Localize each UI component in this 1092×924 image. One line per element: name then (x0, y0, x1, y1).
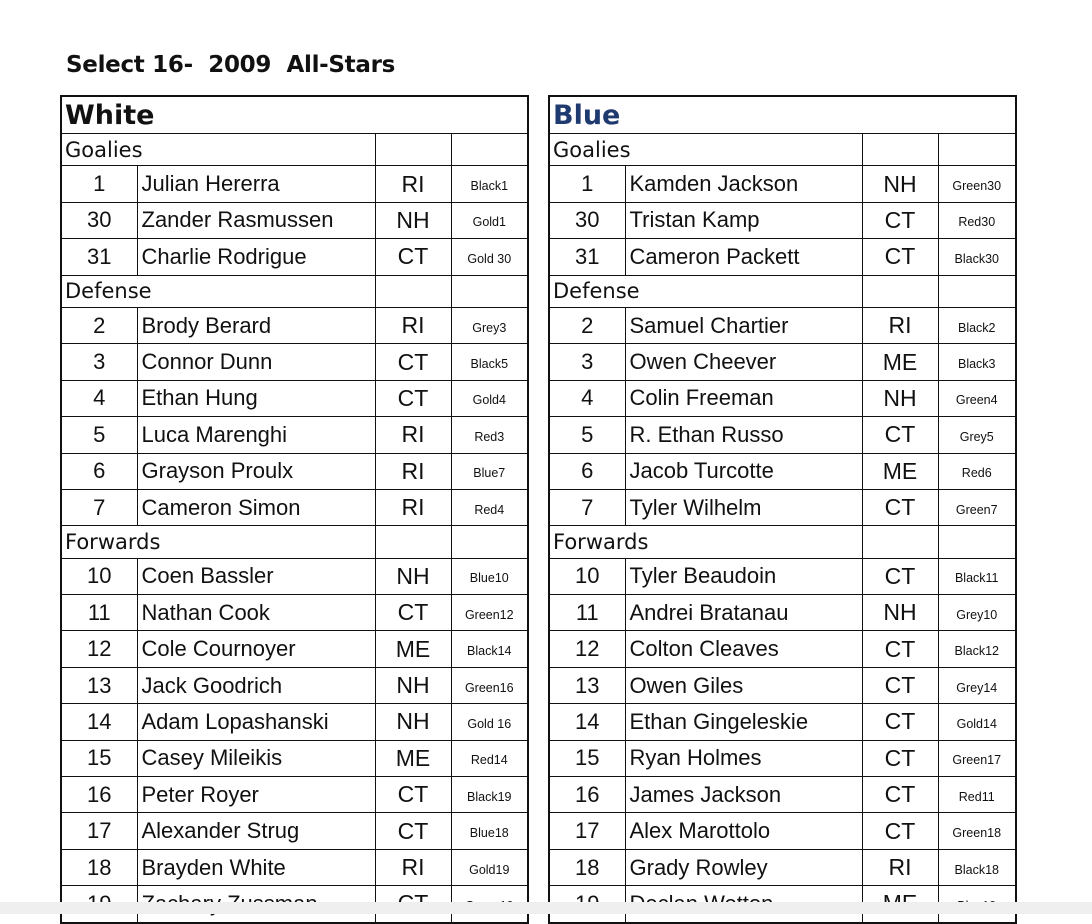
section-header-row (549, 526, 1016, 558)
jersey-number: 18 (549, 849, 625, 885)
player-state: CT (862, 813, 938, 849)
empty-cell (451, 134, 528, 166)
jersey-number: 3 (549, 344, 625, 380)
section-label: Goalies (549, 134, 862, 166)
player-state: CT (375, 344, 451, 380)
section-header-row (549, 275, 1016, 307)
player-name: Samuel Chartier (625, 307, 862, 343)
section-label: Defense (549, 275, 862, 307)
player-state: RI (375, 307, 451, 343)
jersey-number: 2 (549, 307, 625, 343)
section-header-row (549, 134, 1016, 166)
player-row (549, 307, 1016, 343)
jersey-number: 15 (61, 740, 137, 776)
player-row (61, 453, 528, 489)
player-name: Tyler Wilhelm (625, 489, 862, 525)
player-code: Gold1 (451, 202, 528, 238)
jersey-number: 31 (549, 239, 625, 275)
player-state: CT (375, 777, 451, 813)
player-name: Grayson Proulx (137, 453, 375, 489)
player-code: Grey14 (938, 667, 1016, 703)
jersey-number: 17 (61, 813, 137, 849)
player-code: Green18 (938, 813, 1016, 849)
player-state: CT (862, 558, 938, 594)
player-name: Coen Bassler (137, 558, 375, 594)
player-name: Tristan Kamp (625, 202, 862, 238)
jersey-number: 14 (549, 704, 625, 740)
player-name: Brody Berard (137, 307, 375, 343)
jersey-number: 7 (61, 489, 137, 525)
player-state: CT (375, 595, 451, 631)
player-code: Gold 30 (451, 239, 528, 275)
player-code: Black12 (938, 631, 1016, 667)
player-state: CT (862, 239, 938, 275)
player-code: Black18 (938, 849, 1016, 885)
jersey-number: 6 (61, 453, 137, 489)
player-state: ME (375, 631, 451, 667)
player-code: Red30 (938, 202, 1016, 238)
jersey-number: 3 (61, 344, 137, 380)
player-code: Gold4 (451, 380, 528, 416)
team-name: White (61, 96, 528, 134)
jersey-number: 16 (549, 777, 625, 813)
team-header-row (549, 96, 1016, 134)
player-code: Red6 (938, 453, 1016, 489)
player-code: Green17 (938, 740, 1016, 776)
player-state: RI (375, 166, 451, 202)
jersey-number: 10 (61, 558, 137, 594)
player-code: Black19 (451, 777, 528, 813)
player-state: CT (862, 667, 938, 703)
player-code: Green12 (451, 595, 528, 631)
player-row (549, 740, 1016, 776)
player-row (549, 380, 1016, 416)
player-code: Black30 (938, 239, 1016, 275)
jersey-number: 5 (549, 417, 625, 453)
section-label: Forwards (61, 526, 375, 558)
player-name: Ryan Holmes (625, 740, 862, 776)
player-name: Alexander Strug (137, 813, 375, 849)
player-row (549, 558, 1016, 594)
player-code: Black2 (938, 307, 1016, 343)
player-state: RI (375, 453, 451, 489)
player-state: CT (375, 813, 451, 849)
player-row (549, 595, 1016, 631)
player-state: CT (862, 202, 938, 238)
player-state: NH (375, 704, 451, 740)
player-state: CT (862, 631, 938, 667)
section-label: Defense (61, 275, 375, 307)
player-state: CT (862, 777, 938, 813)
player-name: Luca Marenghi (137, 417, 375, 453)
player-code: Black11 (938, 558, 1016, 594)
white-team-roster-table (60, 95, 529, 924)
player-state: CT (862, 489, 938, 525)
player-name: Jack Goodrich (137, 667, 375, 703)
player-row (61, 166, 528, 202)
jersey-number: 10 (549, 558, 625, 594)
jersey-number: 13 (61, 667, 137, 703)
player-state: NH (862, 595, 938, 631)
player-name: Casey Mileikis (137, 740, 375, 776)
player-name: Brayden White (137, 849, 375, 885)
player-code: Black14 (451, 631, 528, 667)
player-row (549, 489, 1016, 525)
jersey-number: 4 (549, 380, 625, 416)
player-code: Black3 (938, 344, 1016, 380)
player-row (549, 704, 1016, 740)
player-name: Jacob Turcotte (625, 453, 862, 489)
team-name: Blue (549, 96, 1016, 134)
player-row (61, 813, 528, 849)
player-code: Green7 (938, 489, 1016, 525)
jersey-number: 11 (549, 595, 625, 631)
empty-cell (375, 134, 451, 166)
player-row (549, 849, 1016, 885)
player-row (61, 704, 528, 740)
jersey-number: 14 (61, 704, 137, 740)
player-code: Red4 (451, 489, 528, 525)
jersey-number: 30 (61, 202, 137, 238)
jersey-number: 1 (549, 166, 625, 202)
player-state: ME (375, 740, 451, 776)
player-name: Zander Rasmussen (137, 202, 375, 238)
player-name: Julian Hererra (137, 166, 375, 202)
player-state: RI (862, 849, 938, 885)
jersey-number: 16 (61, 777, 137, 813)
player-row (61, 849, 528, 885)
empty-cell (938, 526, 1016, 558)
player-row (61, 740, 528, 776)
player-state: NH (375, 558, 451, 594)
empty-cell (375, 275, 451, 307)
player-code: Gold 16 (451, 704, 528, 740)
player-state: CT (862, 417, 938, 453)
jersey-number: 2 (61, 307, 137, 343)
empty-cell (451, 275, 528, 307)
section-header-row (61, 275, 528, 307)
player-name: Charlie Rodrigue (137, 239, 375, 275)
player-code: Green30 (938, 166, 1016, 202)
player-name: Owen Cheever (625, 344, 862, 380)
player-name: Cameron Packett (625, 239, 862, 275)
player-name: James Jackson (625, 777, 862, 813)
player-state: RI (375, 849, 451, 885)
jersey-number: 7 (549, 489, 625, 525)
player-row (61, 202, 528, 238)
player-name: Kamden Jackson (625, 166, 862, 202)
player-name: Peter Royer (137, 777, 375, 813)
player-row (61, 239, 528, 275)
player-code: Blue10 (451, 558, 528, 594)
player-code: Red14 (451, 740, 528, 776)
jersey-number: 4 (61, 380, 137, 416)
empty-cell (938, 134, 1016, 166)
empty-cell (938, 275, 1016, 307)
jersey-number: 17 (549, 813, 625, 849)
player-code: Red3 (451, 417, 528, 453)
section-label: Forwards (549, 526, 862, 558)
empty-cell (451, 526, 528, 558)
player-name: R. Ethan Russo (625, 417, 862, 453)
jersey-number: 1 (61, 166, 137, 202)
player-name: Andrei Bratanau (625, 595, 862, 631)
player-row (549, 239, 1016, 275)
player-name: Ethan Gingeleskie (625, 704, 862, 740)
player-row (549, 667, 1016, 703)
player-code: Green16 (451, 667, 528, 703)
player-code: Gold19 (451, 849, 528, 885)
player-row (61, 380, 528, 416)
player-state: ME (862, 344, 938, 380)
jersey-number: 6 (549, 453, 625, 489)
player-row (549, 453, 1016, 489)
player-name: Cameron Simon (137, 489, 375, 525)
player-row (549, 417, 1016, 453)
player-state: NH (862, 380, 938, 416)
jersey-number: 30 (549, 202, 625, 238)
jersey-number: 12 (549, 631, 625, 667)
player-code: Red11 (938, 777, 1016, 813)
player-row (549, 777, 1016, 813)
player-name: Colin Freeman (625, 380, 862, 416)
jersey-number: 31 (61, 239, 137, 275)
player-code: Blue7 (451, 453, 528, 489)
section-label: Goalies (61, 134, 375, 166)
player-state: NH (375, 202, 451, 238)
player-code: Grey10 (938, 595, 1016, 631)
jersey-number: 11 (61, 595, 137, 631)
player-state: CT (862, 704, 938, 740)
player-state: ME (862, 453, 938, 489)
jersey-number: 5 (61, 417, 137, 453)
player-name: Connor Dunn (137, 344, 375, 380)
player-state: RI (375, 417, 451, 453)
section-header-row (61, 526, 528, 558)
player-state: NH (375, 667, 451, 703)
player-row (61, 307, 528, 343)
jersey-number: 12 (61, 631, 137, 667)
player-name: Alex Marottolo (625, 813, 862, 849)
player-row (61, 631, 528, 667)
jersey-number: 13 (549, 667, 625, 703)
page-bottom-edge (0, 902, 1092, 914)
player-row (61, 417, 528, 453)
player-row (549, 202, 1016, 238)
player-row (549, 813, 1016, 849)
empty-cell (862, 275, 938, 307)
player-row (61, 595, 528, 631)
player-name: Ethan Hung (137, 380, 375, 416)
player-state: CT (375, 239, 451, 275)
player-code: Blue18 (451, 813, 528, 849)
player-name: Tyler Beaudoin (625, 558, 862, 594)
player-row (61, 558, 528, 594)
player-row (61, 489, 528, 525)
team-header-row (61, 96, 528, 134)
player-row (61, 667, 528, 703)
player-code: Black5 (451, 344, 528, 380)
player-row (61, 777, 528, 813)
player-row (549, 344, 1016, 380)
player-code: Gold14 (938, 704, 1016, 740)
section-header-row (61, 134, 528, 166)
player-state: CT (862, 740, 938, 776)
player-name: Owen Giles (625, 667, 862, 703)
player-code: Green4 (938, 380, 1016, 416)
empty-cell (375, 526, 451, 558)
jersey-number: 15 (549, 740, 625, 776)
player-row (61, 344, 528, 380)
player-row (549, 631, 1016, 667)
player-name: Grady Rowley (625, 849, 862, 885)
empty-cell (862, 526, 938, 558)
player-name: Nathan Cook (137, 595, 375, 631)
player-state: NH (862, 166, 938, 202)
player-state: RI (375, 489, 451, 525)
player-name: Adam Lopashanski (137, 704, 375, 740)
blue-team-roster-table (548, 95, 1017, 924)
jersey-number: 18 (61, 849, 137, 885)
empty-cell (862, 134, 938, 166)
page-title: Select 16- 2009 All-Stars (66, 52, 396, 78)
player-name: Colton Cleaves (625, 631, 862, 667)
player-row (549, 166, 1016, 202)
player-state: CT (375, 380, 451, 416)
player-state: RI (862, 307, 938, 343)
player-code: Grey3 (451, 307, 528, 343)
player-name: Cole Cournoyer (137, 631, 375, 667)
player-code: Grey5 (938, 417, 1016, 453)
player-code: Black1 (451, 166, 528, 202)
